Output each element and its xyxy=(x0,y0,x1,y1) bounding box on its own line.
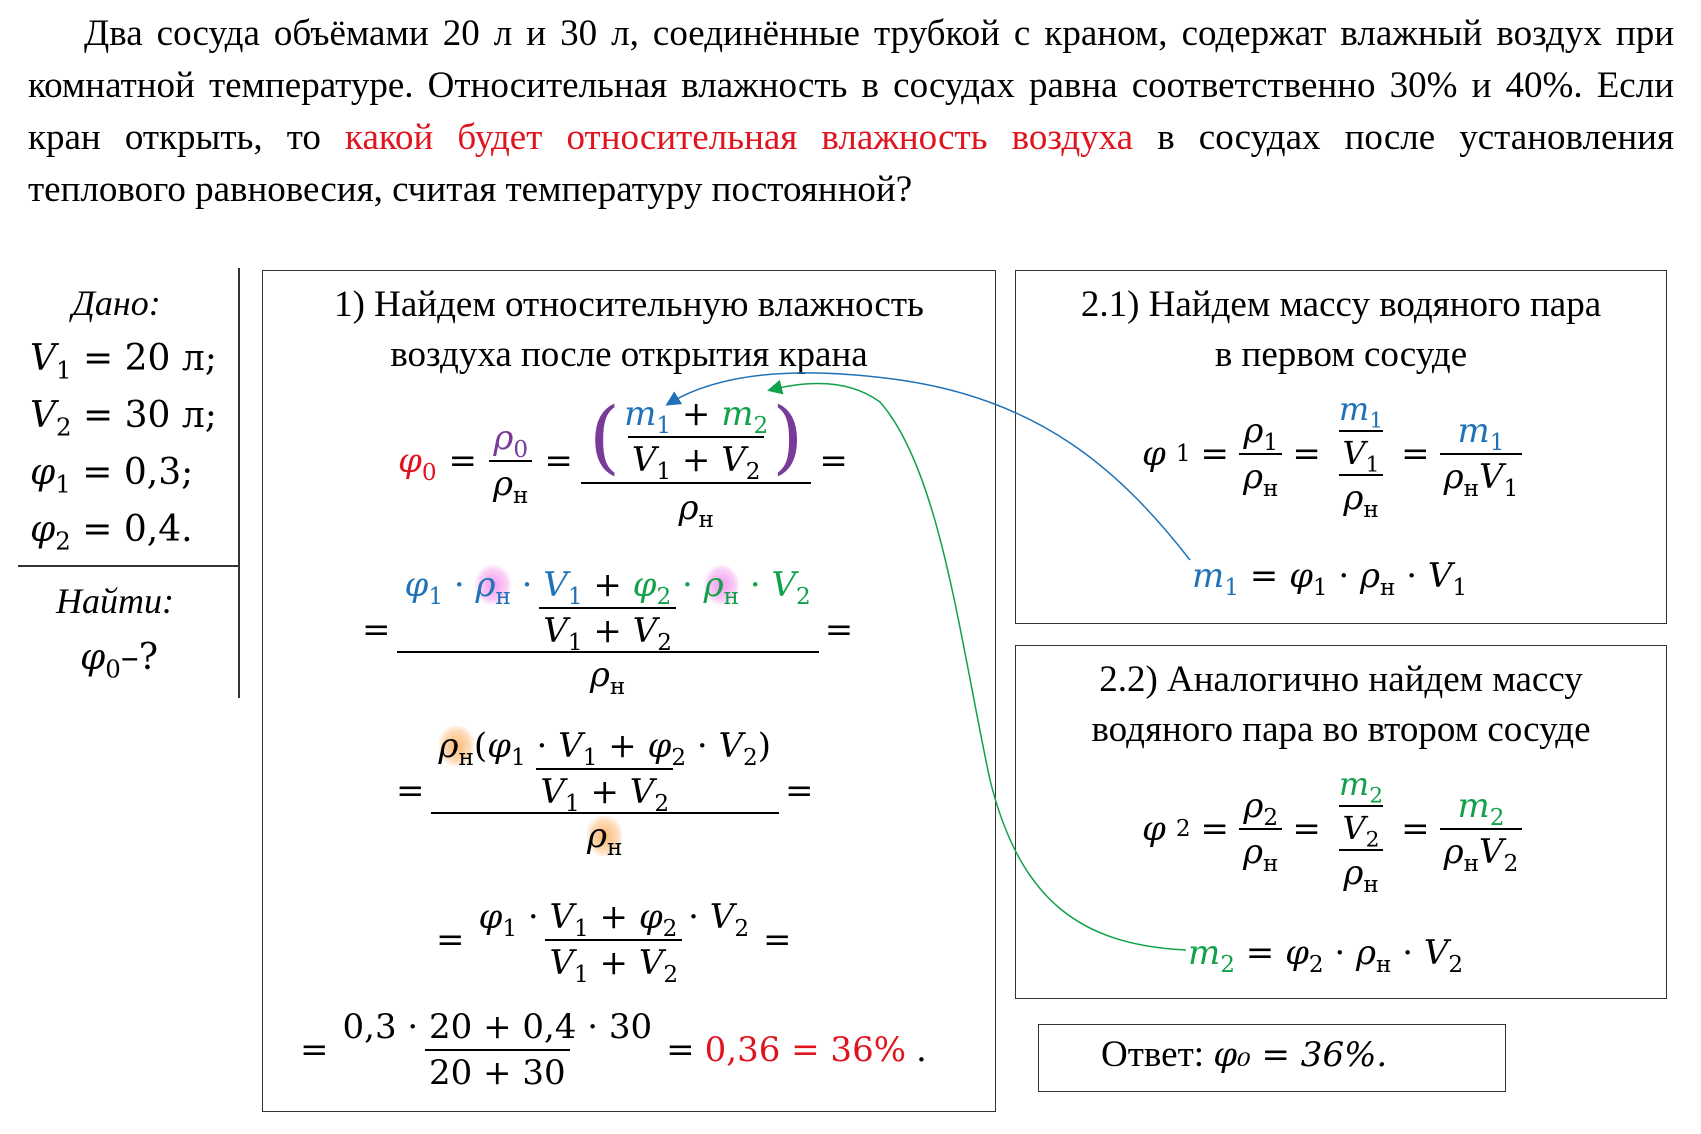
eq-line-5: = $\frac{0,3 \cdot 20 + 0,4 \cdot 30}{20 + 30}$ = 0,36 = 36% . xyxy=(300,1007,927,1093)
problem-text-part1: Два сосуда объёмами 20 л и 30 л, соединённые трубкой с краном, содержат влажный воздух при комнатной температуре. Относительная влажность в сосудах равна соответственно 30% и 40%. Если кран открыть, то xyxy=(28,13,1674,158)
step22-mass-formula: $m_2 = \varphi_2 \cdot \rho_н \cdot V_2$ xyxy=(1188,933,1464,979)
given-line-v2: $V_2 = 30$ л; xyxy=(30,395,217,442)
step22-heading-line1: 2.2) Аналогично найдем массу xyxy=(1099,659,1583,700)
problem-text-part2: в сосудах после установления теплового равновесия, считая температуру постоянной? xyxy=(28,117,1674,210)
find-value: $\varphi_0-$? xyxy=(80,637,159,684)
given-line-phi1: $\varphi_1 = 0,3$; xyxy=(30,452,194,499)
problem-highlight: какой будет относительная влажность воздуха xyxy=(345,117,1134,158)
eq-line-4: = $\frac{\varphi_1 \cdot V_1 + \varphi_2 \cdot V_2}{V_1 + V_2}$ = xyxy=(436,897,792,989)
step21-heading-line1: 2.1) Найдем массу водяного пара xyxy=(1080,284,1602,325)
final-result: 0,36 = 36% xyxy=(704,1030,907,1070)
answer-formula: φ₀ = 36%. xyxy=(1213,1035,1388,1075)
eq-line-3: = $\frac{\frac{\rho_н(\varphi_1 \cdot V_1 + \varphi_2 \cdot V_2)}{V_1 + V_2}}{\rho_н}$ = xyxy=(396,726,814,862)
arrow-m1 xyxy=(668,373,1190,560)
numeric-denominator: 20 + 30 xyxy=(425,1049,570,1093)
step22-heading-line2: водяного пара во втором сосуде xyxy=(1091,709,1591,750)
eq-line-1: $\varphi_0$ = $\frac{\rho_0}{\rho_н}$ = ( $\frac{m_1 + m_2}{V_1 + V_2}$ ) $\rho_н$ = xyxy=(398,390,848,534)
step21-mass-formula: $m_1 = \varphi_1 \cdot \rho_н \cdot V_1$ xyxy=(1192,556,1468,602)
step1-heading-line1: 1) Найдем относительную влажность xyxy=(334,284,924,325)
step21-equation: φ 1 = $\frac{\rho_1}{\rho_н}$ = $\frac{\frac{m_1}{V_1}}{\rho_н}$ = $\frac{m_1}{\rho_нV_1}$ xyxy=(1142,390,1522,518)
step21-heading-line2: в первом сосуде xyxy=(1214,334,1468,375)
given-title: Дано: xyxy=(72,283,161,323)
step22-equation: φ 2 = $\frac{\rho_2}{\rho_н}$ = $\frac{\frac{m_2}{V_2}}{\rho_н}$ = $\frac{m_2}{\rho_нV_2}$ xyxy=(1142,765,1522,893)
given-line-v1: $V_1 = 20$ л; xyxy=(30,338,217,385)
given-line-phi2: $\varphi_2 = 0,4$. xyxy=(30,509,193,556)
step1-heading-line2: воздуха после открытия крана xyxy=(390,334,868,375)
eq-line-2: = $\frac{\frac{\varphi_1 \cdot \rho_н \cdot V_1 + \varphi_2 \cdot \rho_н \cdot V_2}{V_1 + V_2}}{\rho_н}$ = xyxy=(362,565,854,701)
find-title: Найти: xyxy=(56,581,174,621)
arrow-m2 xyxy=(770,384,1186,950)
numeric-numerator: 0,3 · 20 + 0,4 · 30 xyxy=(342,1007,653,1047)
answer-label: Ответ: xyxy=(1101,1034,1205,1075)
